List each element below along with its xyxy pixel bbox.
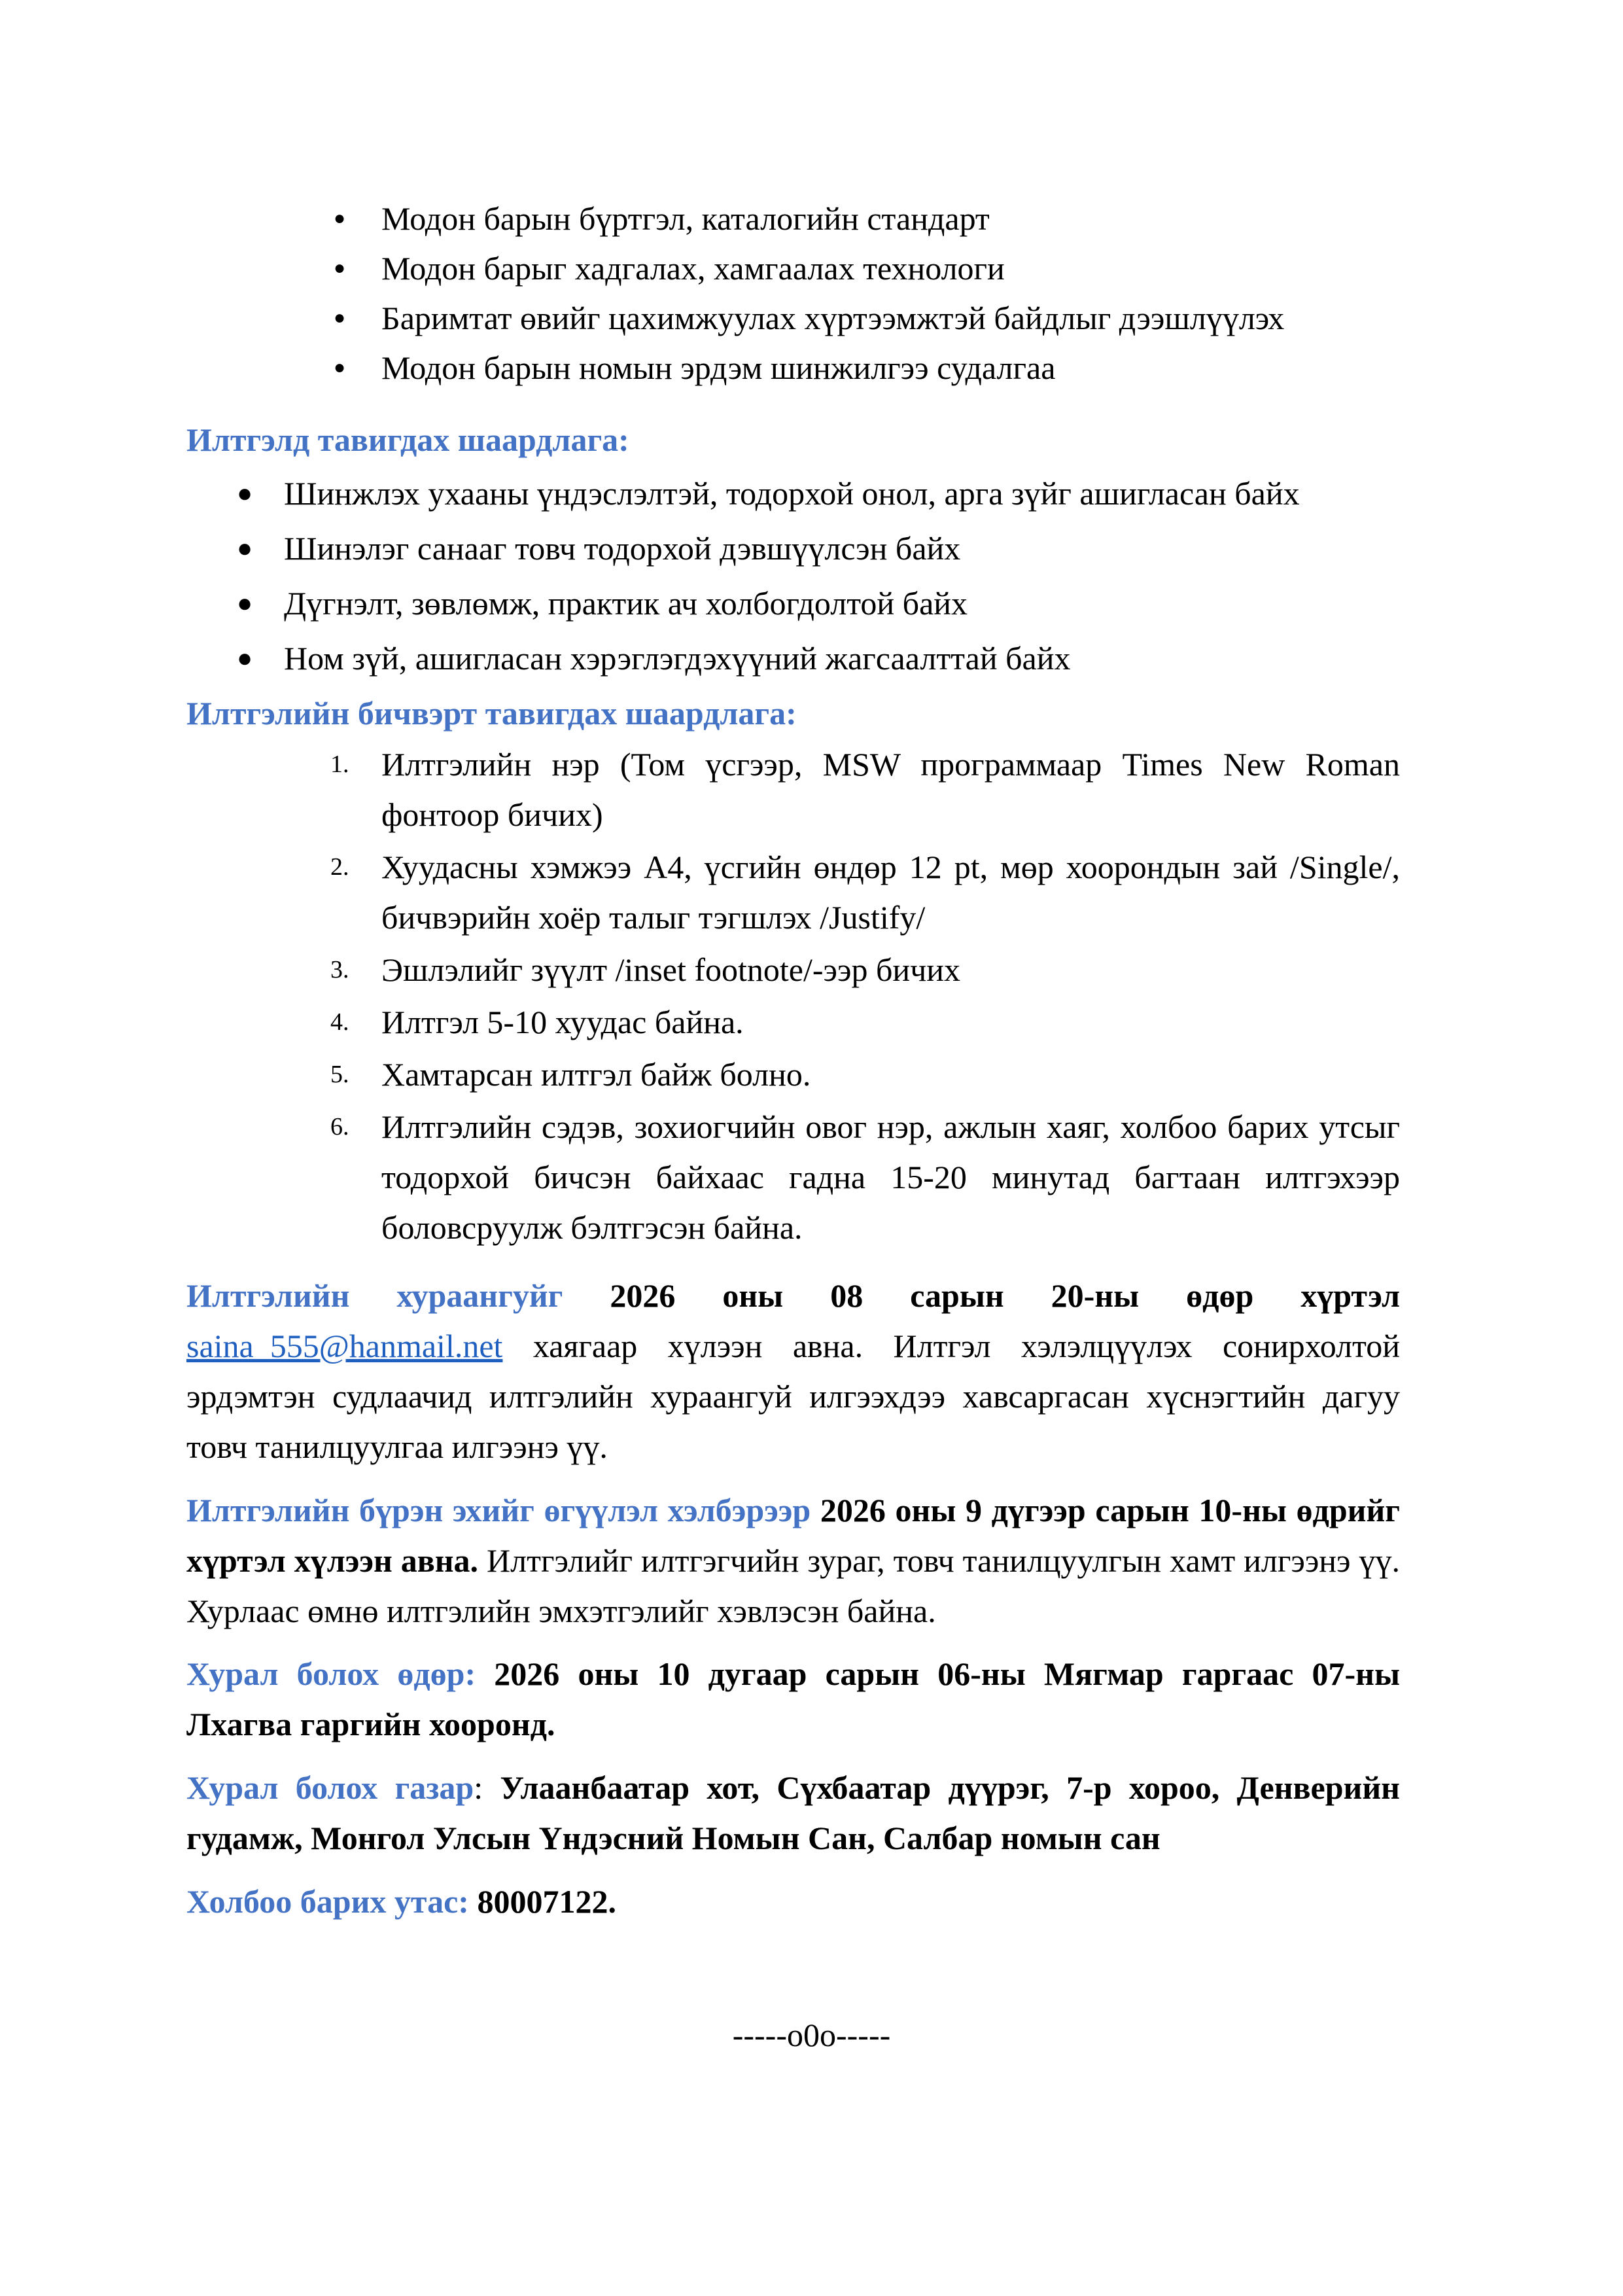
list-item: ● Модон барыг хадгалах, хамгаалах технологи (0, 243, 1623, 293)
writing-heading: Илтгэлийн бичвэрт тавигдах шаардлага: (186, 695, 797, 732)
list-number: 1. (330, 751, 349, 778)
list-item: 4. Илтгэл 5-10 хуудас байна. (0, 997, 1623, 1048)
list-item: 1. Илтгэлийн нэр (Том үсгээр, MSW программаар Times New Roman фонтоор бичих) (0, 739, 1623, 840)
list-item: ● Шинэлэг санааг товч тодорхой дэвшүүлсэн байх (0, 521, 1623, 576)
list-number: 6. (330, 1113, 349, 1140)
conference-date: Хурал болох өдөр: 2026 оны 10 дугаар сарын 06-ны Мягмар гаргаас 07-ны Лхагва гаргийн хооронд. (186, 1655, 1400, 1742)
list-number: 4. (330, 1008, 349, 1036)
bullet-icon: ● (237, 588, 253, 618)
list-number: 5. (330, 1061, 349, 1088)
end-ornament: -----o0o----- (732, 2017, 891, 2053)
date-label: Хурал болох өдөр: (186, 1655, 476, 1692)
bullet-icon: ● (334, 207, 346, 229)
list-item: ● Дүгнэлт, зөвлөмж, практик ач холбогдолтой байх (0, 576, 1623, 631)
email-link[interactable]: saina_555@hanmail.net (186, 1328, 503, 1364)
list-number: 3. (330, 956, 349, 983)
abstract-label: Илтгэлийн хураангуйг (186, 1277, 563, 1314)
bullet-icon: ● (334, 307, 346, 328)
bullet-icon: ● (334, 257, 346, 279)
bullet-icon: ● (237, 478, 253, 508)
list-item: 2. Хуудасны хэмжээ А4, үсгийн өндөр 12 pt, мөр хоорондын зай /Single/, бичвэрийн хоёр талыг тэгшлэх /Justify/ (0, 842, 1623, 943)
list-item: ● Модон барын бүртгэл, каталогийн стандарт (0, 194, 1623, 243)
list-item: ● Баримтат өвийг цахимжуулах хүртээмжтэй байдлыг дээшлүүлэх (0, 293, 1623, 343)
abstract-paragraph: Илтгэлийн хураангуйг 2026 оны 08 сарын 20-ны өдөр хүртэл saina_555@hanmail.net хаягаар хүлээн авна. Илтгэл хэлэлцүүлэх сонирхолтой эрдэмтэн судлаачид илтгэлийн хураангуй илгээхдээ хавсаргасан хүснэгтийн дагуу товч танилцуулгаа илгээнэ үү. (186, 1277, 1400, 1465)
list-item: ● Шинжлэх ухааны үндэслэлтэй, тодорхой онол, арга зүйг ашигласан байх (0, 466, 1623, 521)
contact-phone: Холбоо барих утас: 80007122. (186, 1883, 616, 1920)
full-paper-paragraph: Илтгэлийн бүрэн эхийг өгүүлэл хэлбэрээр 2026 оны 9 дүгээр сарын 10-ны өдрийг хүртэл хүлээн авна. Илтгэлийг илтгэгчийн зураг, товч танилцуулгын хамт илгээнэ үү. Хурлаас өмнө илтгэлийн эмхэтгэлийг хэвлэсэн байна. (186, 1492, 1401, 1629)
conference-venue: Хурал болох газар: Улаанбаатар хот, Сүхбаатар дүүрэг, 7-р хороо, Денверийн гудамж, Монгол Улсын Үндэсний Номын Сан, Салбар номын сан (186, 1769, 1400, 1856)
list-item: ● Ном зүй, ашигласан хэрэглэгдэхүүний жагсаалттай байх (0, 631, 1623, 686)
full-paper-deadline: 2026 оны 9 дүгээр сарын 10-ны өдрийг хүртэл хүлээн авна. (186, 1492, 1400, 1579)
list-item: ● Модон барын номын эрдэм шинжилгээ судалгаа (0, 343, 1623, 393)
full-paper-label: Илтгэлийн бүрэн эхийг өгүүлэл хэлбэрээр (186, 1492, 811, 1528)
bullet-icon: ● (334, 357, 346, 378)
list-item: 5. Хамтарсан илтгэл байж болно. (0, 1050, 1623, 1100)
venue-label: Хурал болох газар (186, 1769, 474, 1806)
writing-list (0, 739, 1623, 1255)
abstract-deadline: 2026 оны 08 сарын 20-ны өдөр хүртэл (610, 1277, 1400, 1314)
list-item: 6. Илтгэлийн сэдэв, зохиогчийн овог нэр, ажлын хаяг, холбоо барих утсыг тодорхой бичсэн байхаас гадна 15-20 минутад багтаан илтгэхээр боловсруулж бэлтгэсэн байна. (0, 1102, 1623, 1253)
bullet-icon: ● (237, 533, 253, 563)
topics-list (0, 194, 1623, 393)
requirements-list (0, 466, 1623, 686)
bullet-icon: ● (237, 643, 253, 673)
list-number: 2. (330, 853, 349, 881)
requirements-heading: Илтгэлд тавигдах шаардлага: (186, 421, 629, 458)
contact-label: Холбоо барих утас: (186, 1883, 469, 1920)
list-item: 3. Эшлэлийг зүүлт /inset footnote/-ээр бичих (0, 945, 1623, 995)
